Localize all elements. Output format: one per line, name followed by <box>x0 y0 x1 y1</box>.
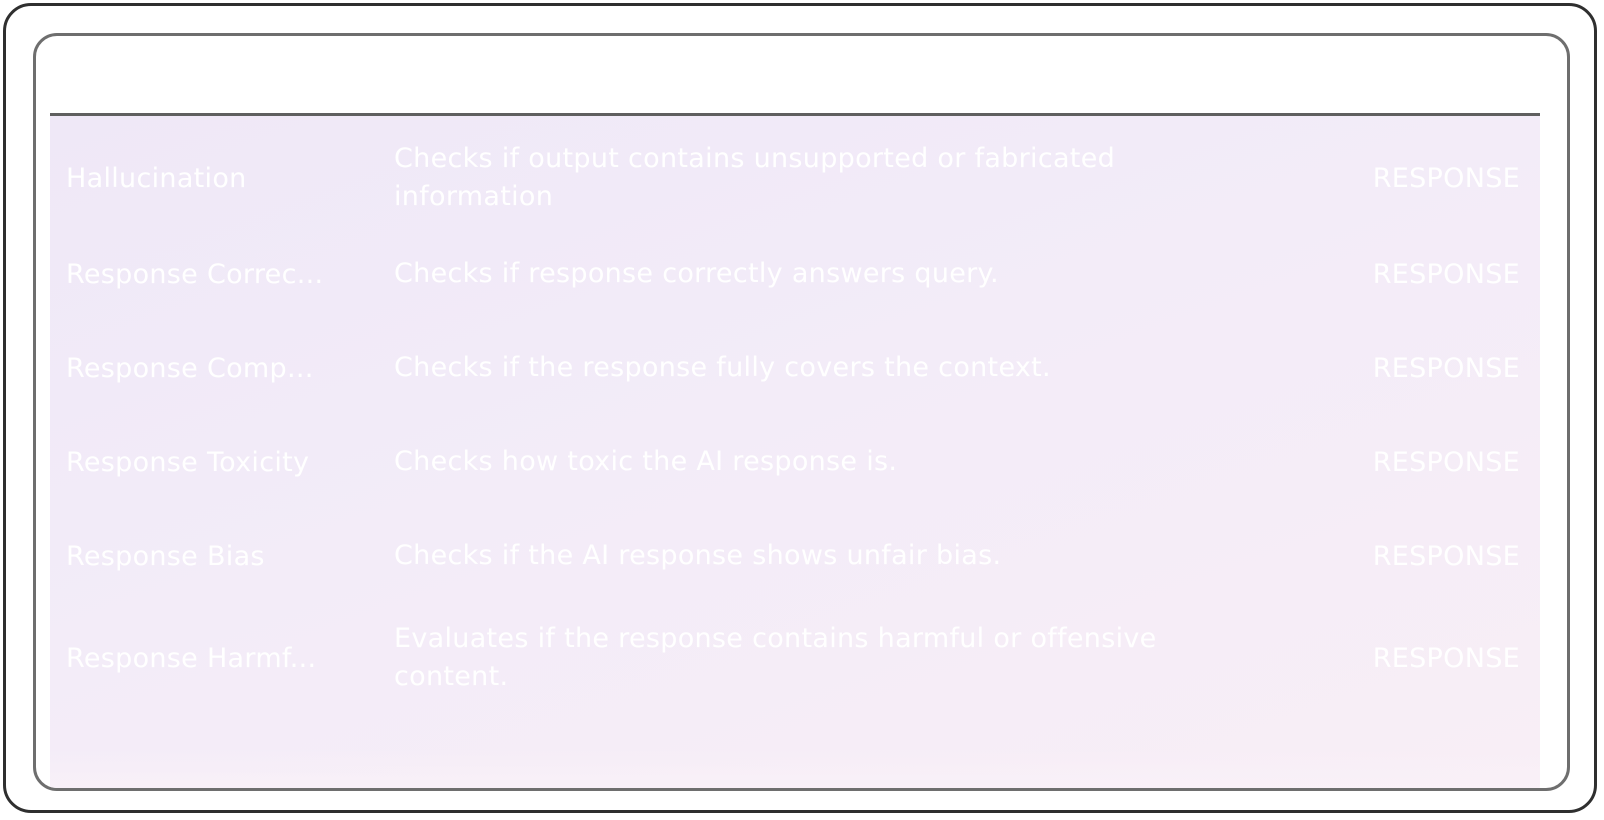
table-row[interactable] <box>50 442 1540 482</box>
row-type: RESPONSE <box>1372 540 1520 572</box>
row-name: Response Comp... <box>66 352 314 384</box>
evaluation-panel <box>33 33 1570 791</box>
table-row[interactable] <box>50 618 1540 698</box>
evaluations-table <box>50 116 1540 791</box>
row-type: RESPONSE <box>1372 446 1520 478</box>
row-name: Response Bias <box>66 540 265 572</box>
row-name: Response Correc... <box>66 258 324 290</box>
row-description: Checks how toxic the AI response is. <box>394 446 898 477</box>
row-type: RESPONSE <box>1372 258 1520 290</box>
table-row[interactable] <box>50 138 1540 218</box>
table-row[interactable] <box>50 254 1540 294</box>
row-name: Hallucination <box>66 162 247 194</box>
row-name: Response Toxicity <box>66 446 310 478</box>
row-type: RESPONSE <box>1372 642 1520 674</box>
row-type: RESPONSE <box>1372 162 1520 194</box>
row-type: RESPONSE <box>1372 352 1520 384</box>
table-row[interactable] <box>50 536 1540 576</box>
row-description: Checks if the response fully covers the context. <box>394 352 1051 383</box>
row-description: Evaluates if the response contains harmful or offensive content. <box>394 623 1157 692</box>
row-description: Checks if response correctly answers query. <box>394 258 999 289</box>
row-description: Checks if output contains unsupported or fabricated information <box>394 143 1116 212</box>
table-row[interactable] <box>50 348 1540 388</box>
row-description: Checks if the AI response shows unfair bias. <box>394 540 1002 571</box>
row-name: Response Harmf... <box>66 642 317 674</box>
